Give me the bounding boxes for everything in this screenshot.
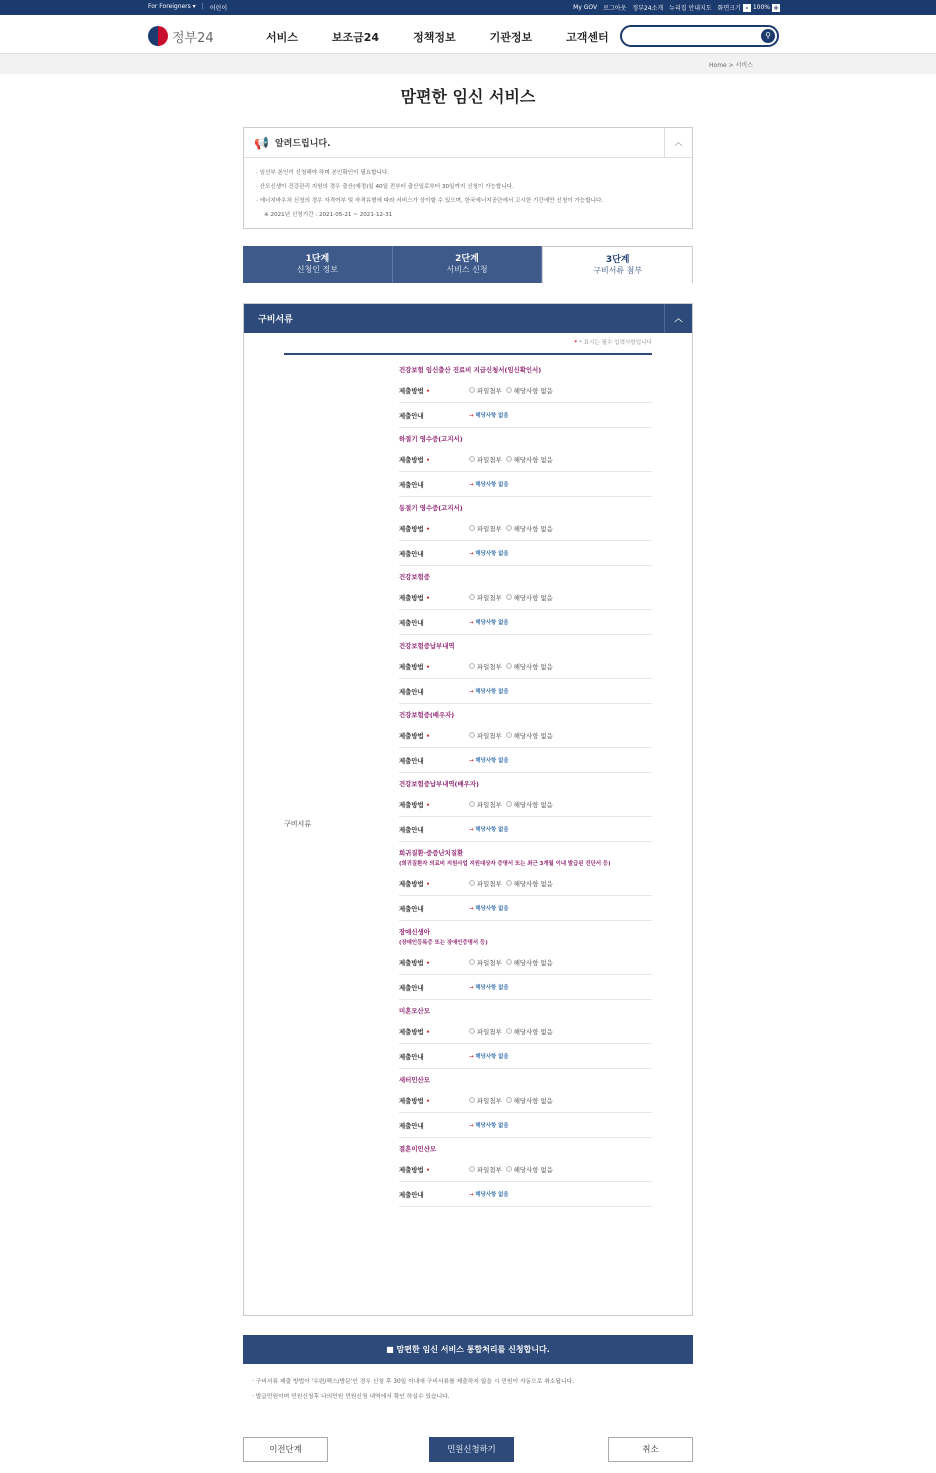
required-mark: • bbox=[425, 593, 431, 602]
document-title-text: 희귀질환·중증난치질환 bbox=[399, 849, 464, 857]
radio-circle bbox=[469, 801, 475, 807]
document-title-text: 건강보험증 bbox=[399, 573, 430, 581]
page-title: 맘편한 임신 서비스 bbox=[400, 87, 536, 106]
guide-link[interactable] bbox=[469, 825, 509, 833]
radio-circle bbox=[469, 732, 475, 738]
radio-label: 해당사항 없음 bbox=[513, 800, 553, 809]
radio-label: 해당사항 없음 bbox=[513, 1096, 553, 1105]
submit-guide-row bbox=[399, 403, 652, 428]
guide-label: 제출안내 bbox=[399, 1190, 424, 1199]
guide-label: 제출안내 bbox=[399, 411, 424, 420]
notice-subnote: ※ 2021년 신청기간 : 2021-05-21 ~ 2021-12-31 bbox=[264, 212, 393, 218]
method-label bbox=[399, 1027, 469, 1036]
method-label-text: 제출방법 bbox=[399, 800, 424, 809]
method-label-text: 제출방법 bbox=[399, 593, 424, 602]
submit-method-row bbox=[399, 871, 652, 896]
zoom-out-button[interactable]: - bbox=[743, 4, 751, 12]
submit-guide-row bbox=[399, 896, 652, 921]
file-attach-radio[interactable] bbox=[469, 386, 502, 395]
menu-agency[interactable]: 기관정보 bbox=[489, 31, 533, 44]
menu-subsidy[interactable]: 보조금24 bbox=[331, 31, 380, 44]
file-attach-radio[interactable] bbox=[469, 1165, 502, 1174]
search-icon[interactable]: ⚲ bbox=[761, 29, 775, 43]
notice-header bbox=[244, 128, 692, 158]
required-mark: • bbox=[425, 524, 431, 533]
guide-text: 해당사항 없음 bbox=[475, 620, 509, 626]
for-foreigners-link[interactable]: For Foreigners ▾ bbox=[148, 3, 196, 10]
notice-title: 알려드립니다. bbox=[274, 139, 331, 149]
radio-label: 파일첨부 bbox=[477, 386, 502, 395]
required-mark: • bbox=[425, 662, 431, 671]
method-label bbox=[399, 455, 469, 464]
submit-method-row bbox=[399, 447, 652, 472]
arrow-right-icon: → bbox=[469, 482, 474, 488]
breadcrumb-sep: > bbox=[728, 62, 734, 69]
radio-circle bbox=[469, 663, 475, 669]
documents-header bbox=[244, 304, 692, 333]
guide-link[interactable] bbox=[469, 756, 509, 764]
not-applicable-radio[interactable] bbox=[506, 662, 553, 671]
method-label-text: 제출방법 bbox=[399, 731, 424, 740]
divider bbox=[284, 353, 652, 355]
radio-circle bbox=[469, 456, 475, 462]
guide-label: 제출안내 bbox=[399, 549, 424, 558]
zoom-label: 화면크기 bbox=[717, 5, 741, 12]
arrow-right-icon: → bbox=[469, 413, 474, 419]
radio-label: 해당사항 없음 bbox=[513, 731, 553, 740]
document-title bbox=[399, 842, 652, 871]
radio-circle bbox=[506, 1097, 512, 1103]
file-attach-radio[interactable] bbox=[469, 1096, 502, 1105]
guide-label: 제출안내 bbox=[399, 756, 424, 765]
guide-label: 제출안내 bbox=[399, 687, 424, 696]
file-attach-radio[interactable] bbox=[469, 800, 502, 809]
guide-link[interactable] bbox=[469, 1052, 509, 1060]
file-attach-radio[interactable] bbox=[469, 958, 502, 967]
method-label-text: 제출방법 bbox=[399, 958, 424, 967]
kids-link[interactable]: 어린이 bbox=[209, 5, 228, 12]
radio-circle bbox=[469, 1028, 475, 1034]
required-note: * * 표시는 필수 입력사항입니다 bbox=[574, 340, 652, 346]
radio-label: 해당사항 없음 bbox=[513, 455, 553, 464]
document-title bbox=[399, 566, 652, 585]
submit-guide-row bbox=[399, 472, 652, 497]
guide-text: 해당사항 없음 bbox=[475, 758, 509, 764]
document-title-text: 장애신생아 bbox=[399, 928, 430, 936]
radio-circle bbox=[506, 663, 512, 669]
logout-link[interactable]: 로그아웃 bbox=[603, 5, 627, 12]
radio-label: 해당사항 없음 bbox=[513, 524, 553, 533]
main-header bbox=[0, 15, 936, 54]
not-applicable-radio[interactable] bbox=[506, 524, 553, 533]
submit-method-row bbox=[399, 378, 652, 403]
guide-label: 제출안내 bbox=[399, 825, 424, 834]
guide-link[interactable] bbox=[469, 1190, 509, 1198]
not-applicable-radio[interactable] bbox=[506, 879, 553, 888]
document-title-text: 건강보험증납부내역 bbox=[399, 642, 455, 650]
collapse-icon[interactable]: ︿ bbox=[664, 304, 692, 333]
submit-method-row bbox=[399, 1019, 652, 1044]
arrow-right-icon: → bbox=[469, 1123, 474, 1129]
submit-guide-row bbox=[399, 610, 652, 635]
guide-label: 제출안내 bbox=[399, 904, 424, 913]
logo-text: 정부24 bbox=[172, 30, 214, 46]
submit-method-row bbox=[399, 950, 652, 975]
breadcrumb-bar bbox=[0, 54, 936, 74]
cancel-button[interactable]: 취소 bbox=[608, 1437, 693, 1462]
logo[interactable] bbox=[148, 26, 214, 46]
submit-guide-row bbox=[399, 1113, 652, 1138]
guide-text: 해당사항 없음 bbox=[475, 1123, 509, 1129]
step-indicator bbox=[243, 246, 693, 283]
document-subtitle: (희귀질환자 의료비 지원사업 지원대상자 증명서 또는 최근 3개월 이내 발급된 진단서 등) bbox=[399, 861, 611, 867]
not-applicable-radio[interactable] bbox=[506, 455, 553, 464]
documents-section bbox=[243, 303, 693, 1316]
documents-side-label: 구비서류 bbox=[284, 820, 312, 828]
guide-text: 해당사항 없음 bbox=[475, 482, 509, 488]
radio-circle bbox=[506, 456, 512, 462]
arrow-right-icon: → bbox=[469, 827, 474, 833]
required-mark: • bbox=[425, 800, 431, 809]
guide-text: 해당사항 없음 bbox=[475, 1192, 509, 1198]
radio-circle bbox=[506, 1028, 512, 1034]
radio-label: 파일첨부 bbox=[477, 1027, 502, 1036]
radio-label: 파일첨부 bbox=[477, 731, 502, 740]
required-mark: • bbox=[425, 1027, 431, 1036]
document-title-text: 미혼모산모 bbox=[399, 1007, 430, 1015]
notice-item: · 산모신생아 건강관리 지원의 경우 출산(예정)일 40일 전부터 출산일로부터 30일까지 신청이 가능합니다. bbox=[256, 180, 680, 194]
breadcrumb-home[interactable]: Home bbox=[709, 62, 727, 69]
radio-label: 해당사항 없음 bbox=[513, 593, 553, 602]
radio-label: 파일첨부 bbox=[477, 593, 502, 602]
taegeuk-icon bbox=[148, 26, 168, 46]
submit-method-row bbox=[399, 585, 652, 610]
document-title bbox=[399, 428, 652, 447]
radio-circle bbox=[506, 732, 512, 738]
radio-label: 해당사항 없음 bbox=[513, 662, 553, 671]
document-title bbox=[399, 773, 652, 792]
not-applicable-radio[interactable] bbox=[506, 1027, 553, 1036]
submit-method-row bbox=[399, 1157, 652, 1182]
radio-label: 파일첨부 bbox=[477, 800, 502, 809]
not-applicable-radio[interactable] bbox=[506, 1096, 553, 1105]
divider: | bbox=[201, 3, 204, 10]
required-mark: • bbox=[425, 731, 431, 740]
document-title bbox=[399, 1069, 652, 1088]
guide-link[interactable] bbox=[469, 983, 509, 991]
zoom-value: 100% bbox=[752, 4, 770, 11]
submit-guide-row bbox=[399, 817, 652, 842]
document-title-text: 건강보험증(배우자) bbox=[399, 711, 455, 719]
mygov-link[interactable]: My GOV bbox=[573, 4, 598, 11]
guide-label: 제출안내 bbox=[399, 618, 424, 627]
zoom-in-button[interactable]: + bbox=[773, 3, 779, 12]
file-attach-radio[interactable] bbox=[469, 731, 502, 740]
radio-label: 파일첨부 bbox=[477, 879, 502, 888]
submit-guide-row bbox=[399, 1044, 652, 1069]
submit-method-row bbox=[399, 654, 652, 679]
guide-text: 해당사항 없음 bbox=[475, 413, 509, 419]
method-label bbox=[399, 879, 469, 888]
document-title-text: 결혼이민산모 bbox=[399, 1145, 437, 1153]
guide-text: 해당사항 없음 bbox=[475, 551, 509, 557]
arrow-right-icon: → bbox=[469, 1054, 474, 1060]
radio-label: 파일첨부 bbox=[477, 524, 502, 533]
radio-circle bbox=[469, 387, 475, 393]
guide-text: 해당사항 없음 bbox=[475, 1054, 509, 1060]
method-label-text: 제출방법 bbox=[399, 1096, 424, 1105]
radio-label: 파일첨부 bbox=[477, 1096, 502, 1105]
document-title-text: 건강보험 임신출산 진료비 지급신청서(임신확인서) bbox=[399, 366, 542, 374]
radio-label: 해당사항 없음 bbox=[513, 1027, 553, 1036]
submit-guide-row bbox=[399, 748, 652, 773]
radio-circle bbox=[469, 525, 475, 531]
guide-label: 제출안내 bbox=[399, 1052, 424, 1061]
required-mark: • bbox=[425, 1165, 431, 1174]
main-menu bbox=[266, 29, 609, 45]
required-note-text: * 표시는 필수 입력사항입니다 bbox=[579, 340, 652, 346]
notice-item: · 에너지바우처 신청의 경우 자격여부 및 자격유형에 따라 서비스가 상이할 수 있으며, 한국에너지공단에서 고시한 기간에만 신청이 가능합니다. bbox=[256, 194, 680, 208]
required-mark: • bbox=[425, 455, 431, 464]
guide-text: 해당사항 없음 bbox=[475, 689, 509, 695]
file-attach-radio[interactable] bbox=[469, 662, 502, 671]
menu-services[interactable]: 서비스 bbox=[266, 31, 298, 44]
method-label-text: 제출방법 bbox=[399, 1165, 424, 1174]
radio-circle bbox=[469, 1166, 475, 1172]
method-label bbox=[399, 1165, 469, 1174]
radio-label: 해당사항 없음 bbox=[513, 879, 553, 888]
document-subtitle: (장애인등록증 또는 장애인증명서 등) bbox=[399, 940, 488, 946]
submit-method-row bbox=[399, 792, 652, 817]
method-label bbox=[399, 593, 469, 602]
notice-box bbox=[243, 127, 693, 229]
arrow-right-icon: → bbox=[469, 620, 474, 626]
guide-link[interactable] bbox=[469, 687, 509, 695]
submit-button[interactable]: 민원신청하기 bbox=[429, 1437, 514, 1462]
submit-guide-row bbox=[399, 975, 652, 1000]
arrow-right-icon: → bbox=[469, 551, 474, 557]
document-list bbox=[399, 359, 652, 1207]
collapse-icon[interactable]: ︿ bbox=[664, 128, 692, 158]
radio-label: 해당사항 없음 bbox=[513, 1165, 553, 1174]
radio-label: 파일첨부 bbox=[477, 455, 502, 464]
submit-method-row bbox=[399, 516, 652, 541]
guide-link[interactable] bbox=[469, 618, 509, 626]
document-title-text: 새터민산모 bbox=[399, 1076, 430, 1084]
method-label-text: 제출방법 bbox=[399, 386, 424, 395]
radio-circle bbox=[506, 959, 512, 965]
megaphone-icon: 📢 bbox=[254, 135, 269, 150]
file-attach-radio[interactable] bbox=[469, 879, 502, 888]
guide-link[interactable] bbox=[469, 411, 509, 419]
apply-banner: ■ 맘편한 임신 서비스 통합처리를 신청합니다. bbox=[243, 1335, 693, 1364]
document-title-text: 건강보험증납부내역(배우자) bbox=[399, 780, 479, 788]
sitemap-link[interactable]: 누리집 안내지도 bbox=[669, 5, 712, 12]
not-applicable-radio[interactable] bbox=[506, 1165, 553, 1174]
arrow-right-icon: → bbox=[469, 758, 474, 764]
method-label-text: 제출방법 bbox=[399, 1027, 424, 1036]
method-label bbox=[399, 800, 469, 809]
guide-link[interactable] bbox=[469, 549, 509, 557]
guide-label: 제출안내 bbox=[399, 480, 424, 489]
breadcrumb bbox=[709, 60, 753, 69]
not-applicable-radio[interactable] bbox=[506, 593, 553, 602]
method-label bbox=[399, 731, 469, 740]
method-label bbox=[399, 386, 469, 395]
step-number: 1단계 bbox=[305, 254, 330, 264]
required-mark: • bbox=[425, 386, 431, 395]
document-title bbox=[399, 704, 652, 723]
search-input[interactable] bbox=[620, 25, 779, 47]
guide-link[interactable] bbox=[469, 1121, 509, 1129]
step-number: 2단계 bbox=[455, 254, 479, 264]
radio-circle bbox=[506, 594, 512, 600]
radio-label: 해당사항 없음 bbox=[513, 958, 553, 967]
submit-method-row bbox=[399, 1088, 652, 1113]
file-attach-radio[interactable] bbox=[469, 593, 502, 602]
zoom-control bbox=[718, 3, 780, 12]
method-label-text: 제출방법 bbox=[399, 524, 424, 533]
document-title bbox=[399, 635, 652, 654]
document-title bbox=[399, 359, 652, 378]
method-label bbox=[399, 662, 469, 671]
not-applicable-radio[interactable] bbox=[506, 800, 553, 809]
radio-label: 파일첨부 bbox=[477, 958, 502, 967]
arrow-right-icon: → bbox=[469, 1192, 474, 1198]
guide-label: 제출안내 bbox=[399, 1121, 424, 1130]
required-mark: • bbox=[425, 958, 431, 967]
radio-circle bbox=[469, 959, 475, 965]
method-label-text: 제출방법 bbox=[399, 455, 424, 464]
step-label: 구비서류 첨부 bbox=[593, 266, 643, 275]
step-label: 서비스 신청 bbox=[446, 265, 488, 274]
radio-circle bbox=[469, 1097, 475, 1103]
step-number: 3단계 bbox=[605, 255, 630, 265]
arrow-right-icon: → bbox=[469, 689, 474, 695]
footer-note: · 구비서류 제출 방법이 '우편/팩스/방문'인 경우 신청 후 30일 이내에 구비서류를 제출하지 않을 시 민원이 자동으로 취소됩니다. bbox=[252, 1375, 574, 1390]
not-applicable-radio[interactable] bbox=[506, 386, 553, 395]
menu-policy[interactable]: 정책정보 bbox=[413, 31, 456, 44]
step-label: 신청인 정보 bbox=[296, 265, 338, 274]
file-attach-radio[interactable] bbox=[469, 524, 502, 533]
guide-text: 해당사항 없음 bbox=[475, 985, 509, 991]
submit-method-row bbox=[399, 723, 652, 748]
radio-circle bbox=[506, 801, 512, 807]
arrow-right-icon: → bbox=[469, 906, 474, 912]
method-label bbox=[399, 524, 469, 533]
document-title-text: 하절기 영수증(고지서) bbox=[399, 435, 463, 443]
method-label bbox=[399, 958, 469, 967]
file-attach-radio[interactable] bbox=[469, 455, 502, 464]
arrow-right-icon: → bbox=[469, 985, 474, 991]
guide-link[interactable] bbox=[469, 480, 509, 488]
not-applicable-radio[interactable] bbox=[506, 958, 553, 967]
step-3 bbox=[542, 246, 693, 283]
radio-circle bbox=[506, 387, 512, 393]
submit-guide-row bbox=[399, 541, 652, 566]
document-title bbox=[399, 1138, 652, 1157]
submit-guide-row bbox=[399, 1182, 652, 1207]
document-title-text: 동절기 영수증(고지서) bbox=[399, 504, 463, 512]
footer-note: · 발급민원이며 민원신청후 나의민원 민원신청 내역에서 확인 하실수 있습니다. bbox=[252, 1390, 574, 1405]
document-title bbox=[399, 1000, 652, 1019]
radio-label: 파일첨부 bbox=[477, 662, 502, 671]
notice-item: · 임신부 본인이 신청해야 하며 본인확인이 필요합니다. bbox=[256, 166, 680, 180]
about-link[interactable]: 정부24소개 bbox=[632, 5, 664, 12]
notice-list bbox=[244, 158, 692, 230]
method-label-text: 제출방법 bbox=[399, 879, 424, 888]
documents-title: 구비서류 bbox=[258, 315, 293, 325]
menu-support[interactable]: 고객센터 bbox=[566, 31, 609, 44]
radio-circle bbox=[506, 525, 512, 531]
guide-link[interactable] bbox=[469, 904, 509, 912]
guide-text: 해당사항 없음 bbox=[475, 906, 509, 912]
prev-step-button[interactable]: 이전단계 bbox=[243, 1437, 328, 1462]
document-title bbox=[399, 497, 652, 516]
step-2 bbox=[393, 246, 543, 283]
required-mark: • bbox=[425, 879, 431, 888]
method-label-text: 제출방법 bbox=[399, 662, 424, 671]
step-1 bbox=[243, 246, 393, 283]
guide-text: 해당사항 없음 bbox=[475, 827, 509, 833]
not-applicable-radio[interactable] bbox=[506, 731, 553, 740]
breadcrumb-current: 서비스 bbox=[735, 62, 753, 69]
method-label bbox=[399, 1096, 469, 1105]
guide-label: 제출안내 bbox=[399, 983, 424, 992]
radio-circle bbox=[469, 880, 475, 886]
footer-notes bbox=[252, 1375, 574, 1405]
submit-guide-row bbox=[399, 679, 652, 704]
radio-label: 파일첨부 bbox=[477, 1165, 502, 1174]
required-mark: • bbox=[425, 1096, 431, 1105]
radio-circle bbox=[506, 1166, 512, 1172]
radio-label: 해당사항 없음 bbox=[513, 386, 553, 395]
radio-circle bbox=[469, 594, 475, 600]
utility-bar bbox=[0, 0, 936, 15]
radio-circle bbox=[506, 880, 512, 886]
file-attach-radio[interactable] bbox=[469, 1027, 502, 1036]
document-title bbox=[399, 921, 652, 950]
